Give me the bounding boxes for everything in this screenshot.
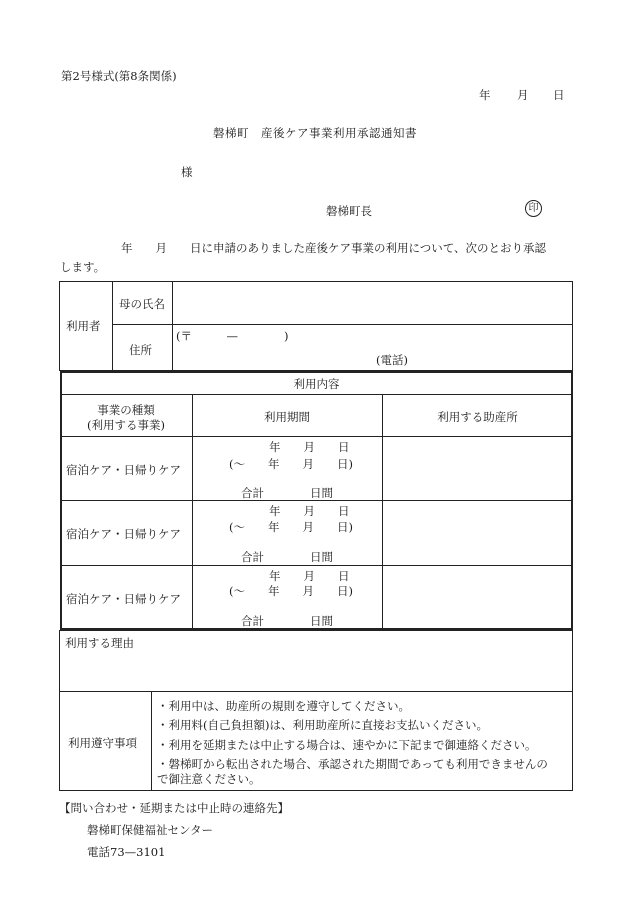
row2-end-date[interactable]: (〜 年 月 日) [229, 520, 353, 534]
rule-item-2: ・利用料(自己負担額)は、利用助産所に直接お支払いください。 [157, 718, 488, 732]
contact-phone: 電話73—3101 [87, 845, 166, 859]
row3-service-type: 宿泊ケア・日帰りケア [66, 592, 181, 606]
row2-service-type: 宿泊ケア・日帰りケア [66, 527, 181, 541]
contact-office: 磐梯町保健福祉センター [87, 823, 214, 837]
notice-body-line2: します。 [60, 260, 106, 274]
rule-item-4: ・磐梯町から転出された場合、承認された期間であっても利用できませんの [157, 757, 548, 771]
row3-total-days[interactable]: 合計 日間 [241, 614, 333, 628]
date-month-label: 月 [517, 88, 529, 102]
rule-item-3: ・利用を延期または中止する場合は、速やかに下記まで御連絡ください。 [157, 738, 537, 752]
col-midwife-header: 利用する助産所 [437, 410, 518, 424]
reason-label: 利用する理由 [65, 636, 134, 650]
mother-name-field[interactable] [178, 288, 568, 314]
row3-start-date[interactable]: 年 月 日 [269, 569, 350, 583]
row1-total-days[interactable]: 合計 日間 [241, 486, 333, 500]
row1-end-date[interactable]: (〜 年 月 日) [229, 457, 353, 471]
addressee-suffix: 様 [181, 165, 193, 179]
row2-midwife-field[interactable] [386, 504, 568, 561]
row3-midwife-field[interactable] [386, 569, 568, 626]
notice-body-line1: 年 月 日に申請のありました産後ケア事業の利用について、次のとおり承認 [121, 241, 547, 255]
postal-code-field[interactable]: (〒 — ) [176, 329, 289, 343]
rules-label: 利用遵守事項 [68, 736, 137, 750]
issuer-name: 磐梯町長 [326, 204, 372, 218]
seal-mark: 印 [525, 200, 542, 217]
phone-label: (電話) [376, 353, 408, 367]
col-type-header-line1: 事業の種類 [97, 403, 155, 417]
col-type-header-line2: (利用する事業) [87, 418, 165, 432]
rule-item-4-cont: で御注意ください。 [157, 772, 261, 786]
reason-field[interactable] [65, 652, 565, 688]
row1-midwife-field[interactable] [386, 440, 568, 496]
date-year-label: 年 [479, 88, 491, 102]
rule-item-1: ・利用中は、助産所の規則を遵守してください。 [157, 699, 410, 713]
date-day-label: 日 [553, 88, 565, 102]
document-title: 磐梯町 産後ケア事業利用承認通知書 [213, 126, 417, 140]
contact-heading: 【問い合わせ・延期または中止時の連絡先】 [59, 801, 289, 815]
row2-total-days[interactable]: 合計 日間 [241, 550, 333, 564]
col-period-header: 利用期間 [264, 410, 310, 424]
row1-service-type: 宿泊ケア・日帰りケア [66, 463, 181, 477]
row3-end-date[interactable]: (〜 年 月 日) [229, 584, 353, 598]
row2-start-date[interactable]: 年 月 日 [269, 504, 350, 518]
user-section-label: 利用者 [66, 319, 101, 333]
usage-table-title: 利用内容 [293, 377, 340, 391]
row1-start-date[interactable]: 年 月 日 [269, 440, 350, 454]
mother-name-label: 母の氏名 [119, 297, 165, 311]
address-label: 住所 [129, 343, 152, 357]
form-number: 第2号様式(第8条関係) [61, 69, 177, 83]
